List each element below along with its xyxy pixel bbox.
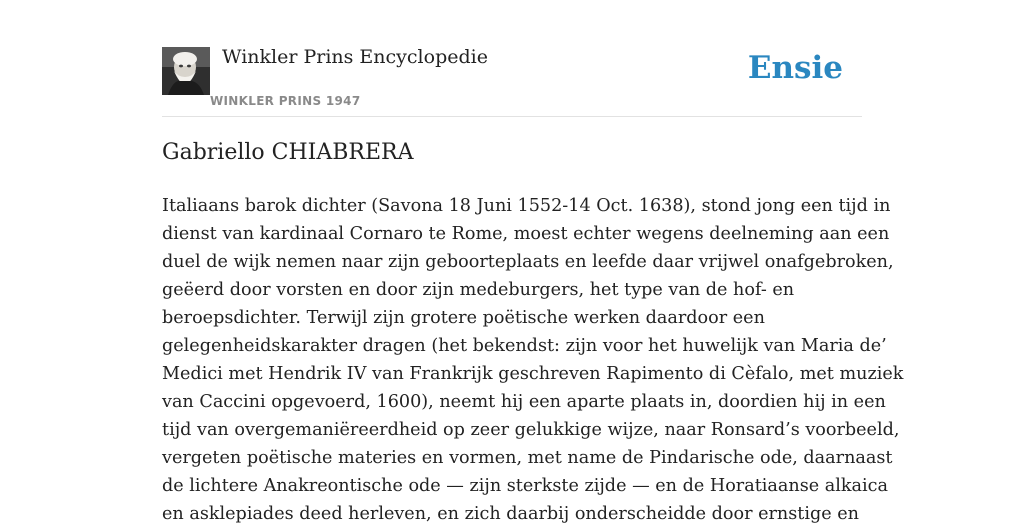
edition-label[interactable]: WINKLER PRINS 1947 [210, 94, 361, 108]
article-title: Gabriello CHIABRERA [162, 140, 414, 165]
site-header [162, 0, 862, 117]
article-body-line: tijd van overgemaniëreerdheid op zeer gelukkige wijze, naar Ronsard’s voorbeeld, [162, 420, 900, 440]
article-body-line: dienst van kardinaal Cornaro te Rome, moest echter wegens deelneming aan een [162, 224, 890, 244]
article-body [162, 192, 904, 528]
article-body-line: duel de wijk nemen naar zijn geboorteplaats en leefde daar vrijwel onafgebroken, [162, 252, 894, 272]
article-body-line: Medici met Hendrik IV van Frankrijk geschreven Rapimento di Cèfalo, met muziek [162, 364, 904, 384]
article-body-line: van Caccini opgevoerd, 1600), neemt hij een aparte plaats in, doordien hij in een [162, 392, 886, 412]
article-body-line: Italiaans barok dichter (Savona 18 Juni 1552-14 Oct. 1638), stond jong een tijd in [162, 196, 891, 216]
article-body-line: vergeten poëtische materies en vormen, met name de Pindarische ode, daarnaast [162, 448, 893, 468]
brand-logo[interactable]: Ensie [747, 50, 843, 86]
avatar[interactable] [162, 47, 210, 95]
article-body-line: de lichtere Anakreontische ode — zijn sterkste zijde — en de Horatiaanse alkaica [162, 476, 888, 496]
article-body-line: en asklepiades deed herleven, en zich daarbij onderscheidde door ernstige en [162, 504, 859, 524]
article-body-line: gelegenheidskarakter dragen (het bekendst: zijn voor het huwelijk van Maria de’ [162, 336, 887, 356]
article-body-line: beroepsdichter. Terwijl zijn grotere poëtische werken daardoor een [162, 308, 765, 328]
site-title[interactable]: Winkler Prins Encyclopedie [222, 46, 488, 68]
bearded-man-portrait-icon [162, 47, 210, 95]
article-body-line: geëerd door vorsten en door zijn medeburgers, het type van de hof- en [162, 280, 795, 300]
